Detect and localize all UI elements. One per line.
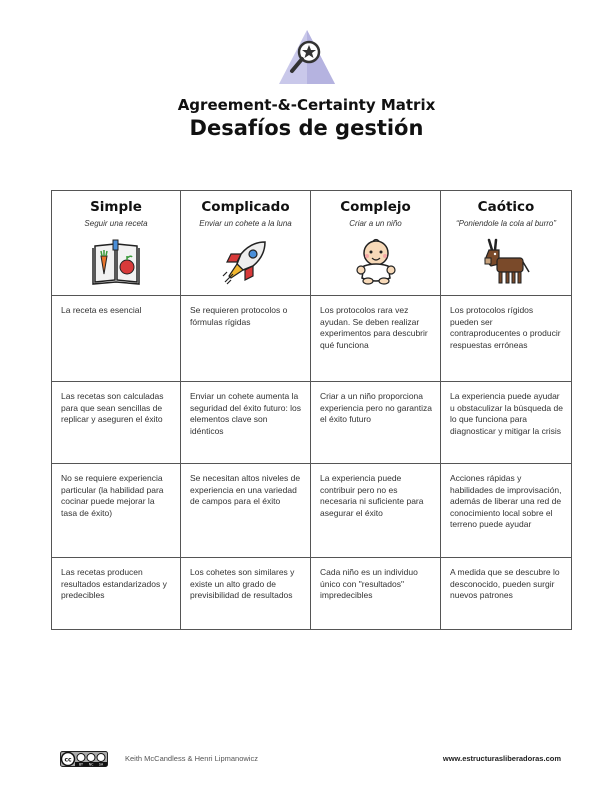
license-nc-label: NC (88, 762, 94, 767)
table-cell: Criar a un niño proporciona experiencia pero no garantiza el éxito futuro (311, 382, 441, 464)
table-cell: Las recetas son calculadas para que sean sencillas de replicar y aseguren el éxito (52, 382, 181, 464)
column-title: Caótico (477, 199, 535, 215)
license-sa-label: SA (98, 762, 104, 767)
column-header-complicado (181, 191, 311, 296)
recipe-book-icon (91, 236, 141, 286)
column-header-complejo (311, 191, 441, 296)
column-tagline: Enviar un cohete a la luna (199, 219, 292, 228)
column-tagline: Seguir una receta (84, 219, 148, 228)
column-header-simple (52, 191, 181, 296)
matrix-table (51, 190, 572, 630)
table-row (52, 464, 572, 558)
matrix-subtitle: Agreement-&-Certainty Matrix (177, 96, 436, 114)
table-cell: La receta es esencial (52, 296, 181, 382)
website-link[interactable]: www.estructurasliberadoras.com (442, 754, 561, 763)
column-tagline: “Poniendole la cola al burro” (455, 219, 557, 228)
table-row (52, 558, 572, 630)
table-cell: A medida que se descubre lo desconocido, pueden surgir nuevos patrones (441, 558, 572, 630)
table-cell: Las recetas producen resultados estandarizados y predecibles (52, 558, 181, 630)
header-row (52, 191, 572, 296)
table-cell: Se necesitan altos niveles de experiencia en una variedad de campos para el éxito (181, 464, 311, 558)
table-cell: La experiencia puede ayudar u obstaculizar la búsqueda de lo que funciona para diagnosticar y mitigar la crisis (441, 382, 572, 464)
table-cell: No se requiere experiencia particular (la habilidad para cocinar puede mejorar la tasa de éxito) (52, 464, 181, 558)
table-cell: Los cohetes son similares y existe un alto grado de previsibilidad de resultados (181, 558, 311, 630)
table-cell: Acciones rápidas y habilidades de improvisación, además de liberar una red de conocimiento local sobre el terreno puede ayudar (441, 464, 572, 558)
table-cell: Los protocolos rara vez ayudan. Se deben realizar experimentos para descubrir qué funciona (311, 296, 441, 382)
table-cell: Se requieren protocolos o fórmulas rígidas (181, 296, 311, 382)
table-row (52, 296, 572, 382)
magnifier-star-icon (277, 28, 337, 86)
license-cc-label: cc (64, 756, 72, 764)
author-credits: Keith McCandless & Henri Lipmanowicz (125, 754, 258, 763)
baby-icon (351, 236, 401, 286)
rocket-icon (221, 236, 271, 286)
column-header-caotico (441, 191, 572, 296)
column-tagline: Criar a un niño (349, 219, 402, 228)
table-cell: Los protocolos rígidos pueden ser contraproducentes o producir respuestas erróneas (441, 296, 572, 382)
table-cell: Enviar un cohete aumenta la seguridad del éxito futuro: los elementos clave son idénticos (181, 382, 311, 464)
page-title: Desafíos de gestión (189, 116, 424, 140)
column-title: Complejo (340, 199, 411, 215)
column-title: Complicado (201, 199, 290, 215)
license-by-label: BY (79, 762, 83, 767)
table-cell: La experiencia puede contribuir pero no es necesaria ni suficiente para asegurar el éxito (311, 464, 441, 558)
donkey-icon (481, 236, 531, 286)
column-title: Simple (90, 199, 142, 215)
table-row (52, 382, 572, 464)
table-cell: Cada niño es un individuo único con "resultados" impredecibles (311, 558, 441, 630)
creative-commons-by-nc-sa-icon (60, 751, 108, 767)
